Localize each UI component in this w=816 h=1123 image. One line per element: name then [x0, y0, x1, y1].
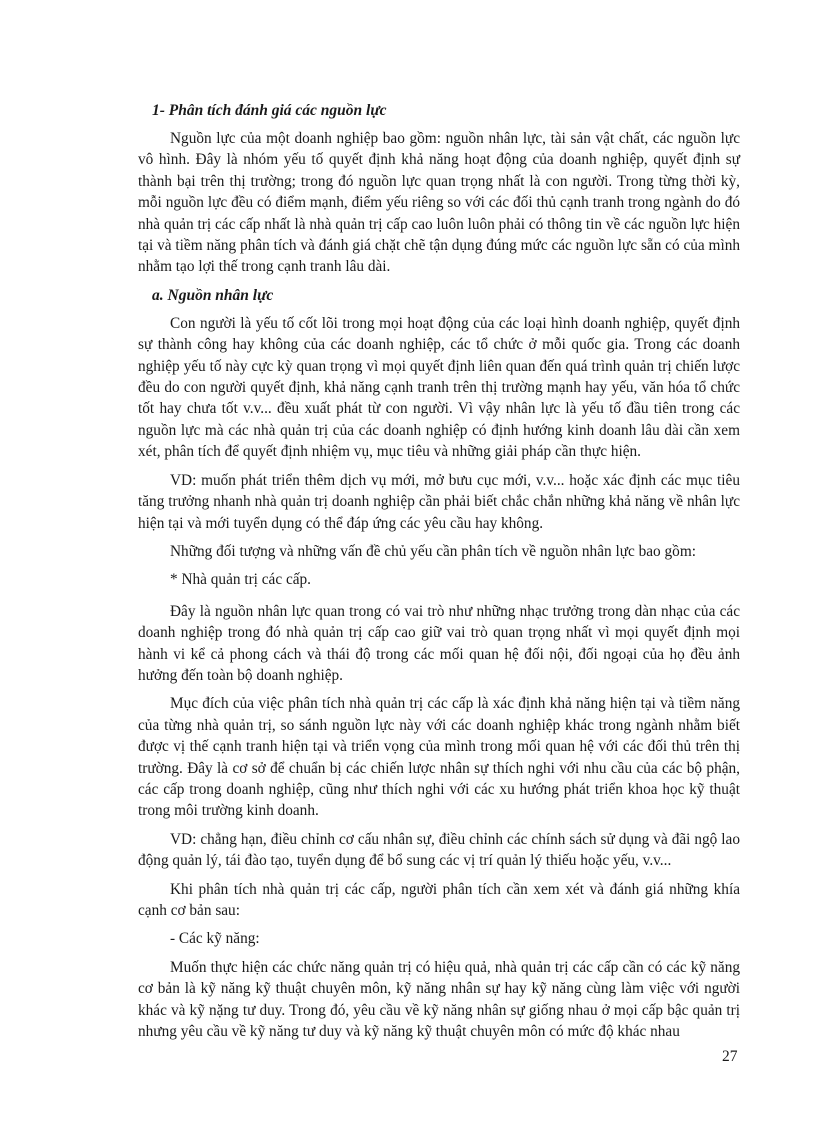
- body-paragraph: Đây là nguồn nhân lực quan trong có vai trò như những nhạc trưởng trong dàn nhạc của các doanh nghiệp trong đó nhà quản trị cấp cao giữ vai trò quan trọng nhất vì mọi quyết định mọi hành vi kể cả phong cách và thái độ trong các mối quan hệ đối nội, đối ngoại của họ đều ảnh hưởng đến toàn bộ doanh nghiệp.: [138, 602, 740, 684]
- body-paragraph: Khi phân tích nhà quản trị các cấp, người phân tích cần xem xét và đánh giá những khía cạnh cơ bản sau:: [138, 880, 740, 919]
- body-paragraph: * Nhà quản trị các cấp.: [170, 571, 312, 589]
- subsection-heading: a. Nguồn nhân lực: [152, 286, 274, 304]
- body-paragraph: VD: chẳng hạn, điều chỉnh cơ cấu nhân sự, điều chỉnh các chính sách sử dụng và đãi ngộ lao động quản lý, tái đào tạo, tuyển dụng để bổ sung các vị trí quản lý thiếu hoặc yếu, v.v...: [138, 830, 740, 870]
- body-paragraph: VD: muốn phát triển thêm dịch vụ mới, mở bưu cục mới, v.v... hoặc xác định các mục tiêu tăng trưởng nhanh nhà quản trị doanh nghiệp cần phải biết chắc chắn những khả năng về nhân lực hiện tại và mới tuyển dụng có thể đáp ứng các yêu cầu hay không.: [138, 471, 740, 532]
- section-heading: 1- Phân tích đánh giá các nguồn lực: [152, 102, 387, 119]
- document-page: [138, 100, 740, 1049]
- intro-paragraph: Nguồn lực của một doanh nghiệp bao gồm: nguồn nhân lực, tài sản vật chất, các nguồn lực vô hình. Đây là nhóm yếu tố quyết định khả năng hoạt động của doanh nghiệp, quyết định sự thành bại trên thị trường; trong đó nguồn lực quan trọng nhất là con người. Trong từng thời kỳ, mỗi nguồn lực đều có điểm mạnh, điểm yếu riêng so với các đối thủ cạnh tranh trong ngành do đó nhà quản trị các cấp nhất là nhà quản trị cấp cao luôn luôn phải có thông tin về các nguồn lực hiện tại và tiềm năng phân tích và đánh giá chặt chẽ tận dụng đúng mức các nguồn lực sẵn có của mình nhằm tạo lợi thế trong cạnh tranh lâu dài.: [138, 130, 740, 276]
- body-paragraph: Con người là yếu tố cốt lõi trong mọi hoạt động của các loại hình doanh nghiệp, quyết định sự thành công hay không của các doanh nghiệp, các tổ chức ở mỗi quốc gia. Trong các doanh nghiệp yếu tố này cực kỳ quan trọng vì mọi quyết định liên quan đến quá trình quản trị chiến lược đều do con người quyết định, khả năng cạnh tranh trên thị trường mạnh hay yếu, văn hóa tổ chức tốt hay chưa tốt v.v... đều xuất phát từ con người. Vì vậy nhân lực là yếu tố đầu tiên trong các nguồn lực mà các nhà quản trị của các doanh nghiệp có định hướng kinh doanh lâu dài cần xem xét, phân tích để quyết định nhiệm vụ, mục tiêu và những giải pháp cần thực hiện.: [138, 314, 740, 461]
- body-paragraph: Những đối tượng và những vấn đề chủ yếu cần phân tích về nguồn nhân lực bao gồm:: [170, 542, 696, 560]
- body-paragraph: Muốn thực hiện các chức năng quản trị có hiệu quả, nhà quản trị các cấp cần có các kỹ năng cơ bản là kỹ năng kỹ thuật chuyên môn, kỹ năng nhân sự hay kỹ năng cùng làm việc với người khác và kỹ nặng tư duy. Trong đó, yêu cầu về kỹ năng nhân sự giống nhau ở mọi cấp bậc quản trị nhưng yêu cầu về kỹ năng tư duy và kỹ năng kỹ thuật chuyên môn có mức độ khác nhau: [138, 958, 740, 1041]
- body-paragraph: Mục đích của việc phân tích nhà quản trị các cấp là xác định khả năng hiện tại và tiềm năng của từng nhà quản trị, so sánh nguồn lực này với các doanh nghiệp khác trong ngành nhằm biết được vị thế cạnh tranh hiện tại và triển vọng của mình trong mối quan hệ với các đối thủ trên thị trường. Đây là cơ sở để chuẩn bị các chiến lược nhân sự thích nghi với nhu cầu của các bộ phận, các cấp trong doanh nghiệp, cũng như thích nghi với các xu hướng phát triển khoa học kỹ thuật trong môi trường kinh doanh.: [138, 695, 740, 820]
- page-number: 27: [722, 1048, 738, 1065]
- body-paragraph: - Các kỹ năng:: [170, 930, 260, 948]
